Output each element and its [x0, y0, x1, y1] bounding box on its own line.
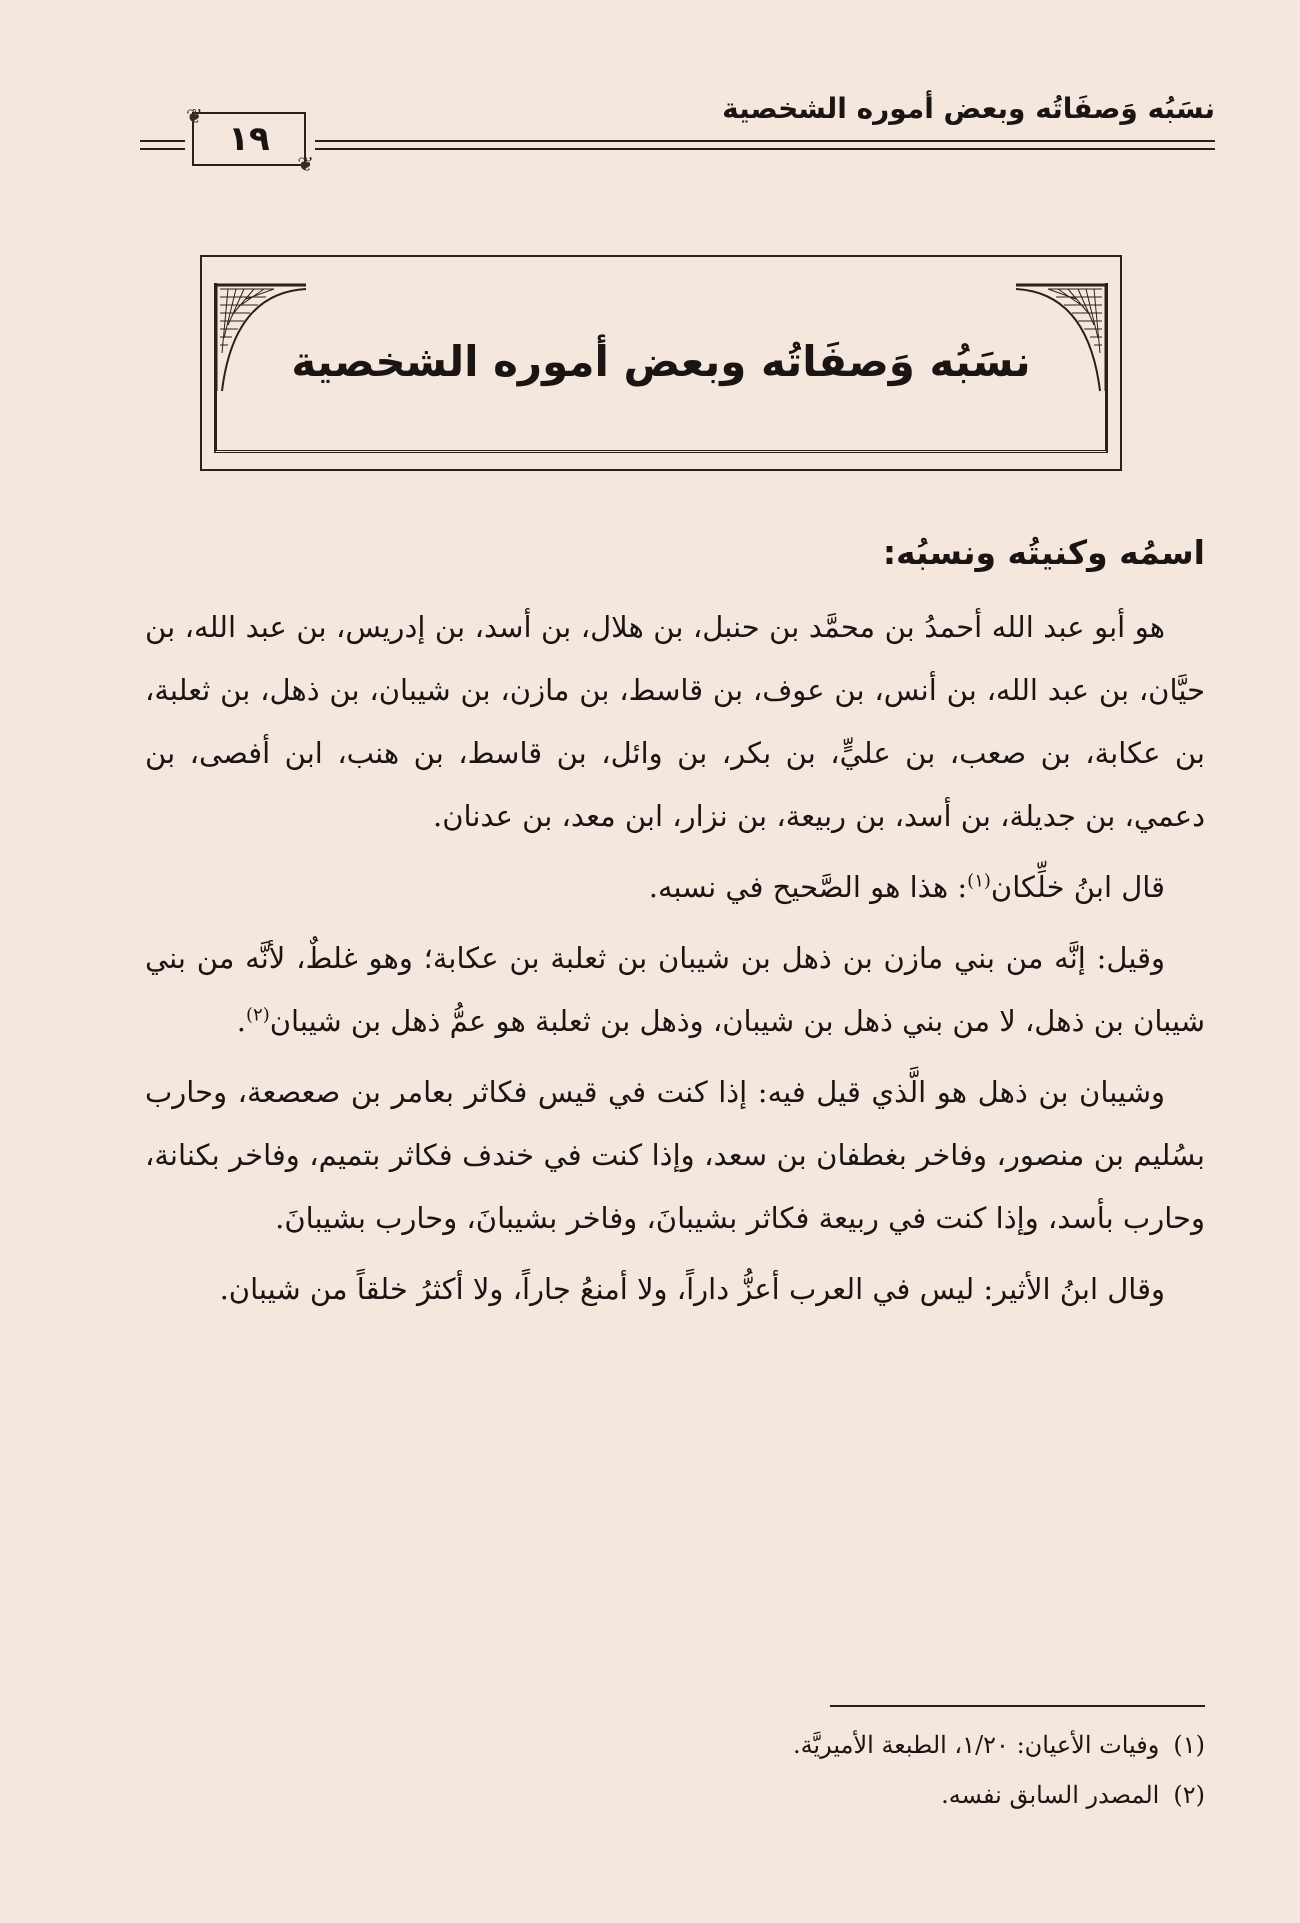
footnote-reference[interactable]: (١): [967, 870, 991, 892]
flourish-ornament-icon: ❦: [186, 104, 203, 128]
running-header: [140, 92, 1215, 176]
footnotes: [145, 1720, 1205, 1820]
footnote-mark: (٢): [1173, 1781, 1205, 1809]
footnote-mark: (١): [1173, 1731, 1205, 1759]
flourish-ornament-icon: ❦: [297, 152, 314, 176]
footnote-item: [145, 1720, 1205, 1770]
footnote-text: وفيات الأعيان: ١/٢٠، الطبعة الأميريَّة.: [792, 1731, 1160, 1759]
footnote-reference[interactable]: (٢): [246, 1004, 270, 1026]
header-rule-left-bottom: [140, 148, 185, 150]
paragraph-text: .: [236, 1004, 246, 1038]
header-rule-bottom: [315, 148, 1215, 150]
paragraph-ibn-khallikan: [145, 856, 1205, 919]
chapter-title-frame: [200, 255, 1122, 471]
header-rule-top: [315, 140, 1215, 142]
paragraph-text: قال ابنُ خلِّكان: [990, 870, 1165, 904]
footnote-item: [145, 1770, 1205, 1820]
paragraph-alternative-view: [145, 927, 1205, 1053]
paragraph-text: : هذا هو الصَّحيح في نسبه.: [648, 870, 968, 904]
section-heading: اسمُه وكنيتُه ونسبُه:: [882, 533, 1205, 572]
paragraph-lineage: هو أبو عبد الله أحمدُ بن محمَّد بن حنبل، بن هلال، بن أسد، بن إدريس، بن عبد الله، بن حيَّان، بن عبد الله، بن أنس، بن عوف، بن قاسط، بن مازن، بن شيبان، بن ذهل، بن ثعلبة، بن عكابة، بن صعب، بن عليٍّ، بن بكر، بن وائل، بن قاسط، بن هنب، ابن أفصى، بن دعمي، بن جديلة، بن أسد، بن ربيعة، بن نزار، ابن معد، بن عدنان.: [145, 610, 1205, 833]
header-rule-left-top: [140, 140, 185, 142]
page-number-box: [186, 104, 314, 176]
body-text: [145, 520, 1205, 1329]
footnote-separator: [830, 1705, 1205, 1707]
paragraph-text: وقيل: إنَّه من بني مازن بن ذهل بن شيبان بن ثعلبة بن عكابة؛ وهو غلطٌ، لأنَّه من بني شيبان بن ذهل، لا من بني ذهل بن شيبان، وذهل بن ثعلبة هو عمُّ ذهل بن شيبان: [145, 941, 1205, 1038]
paragraph-shayban: وشيبان بن ذهل هو الَّذي قيل فيه: إذا كنت في قيس فكاثر بعامر بن صعصعة، وحارب بسُليم بن منصور، وفاخر بغطفان بن سعد، وإذا كنت في خندف فكاثر بتميم، وفاخر بكنانة، وحارب بأسد، وإذا كنت في ربيعة فكاثر بشيبانَ، وفاخر بشيبانَ، وحارب بشيبانَ.: [145, 1075, 1205, 1235]
footnote-text: المصدر السابق نفسه.: [941, 1781, 1160, 1809]
chapter-title: نسَبُه وَصفَاتُه وبعض أموره الشخصية: [291, 337, 1031, 386]
page-number: ١٩: [228, 119, 270, 159]
running-title: نسَبُه وَصفَاتُه وبعض أموره الشخصية: [722, 92, 1215, 125]
paragraph-ibn-al-athir: وقال ابنُ الأثير: ليس في العرب أعزُّ داراً، ولا أمنعُ جاراً، ولا أكثرُ خلقاً من شيبان.: [219, 1272, 1165, 1306]
